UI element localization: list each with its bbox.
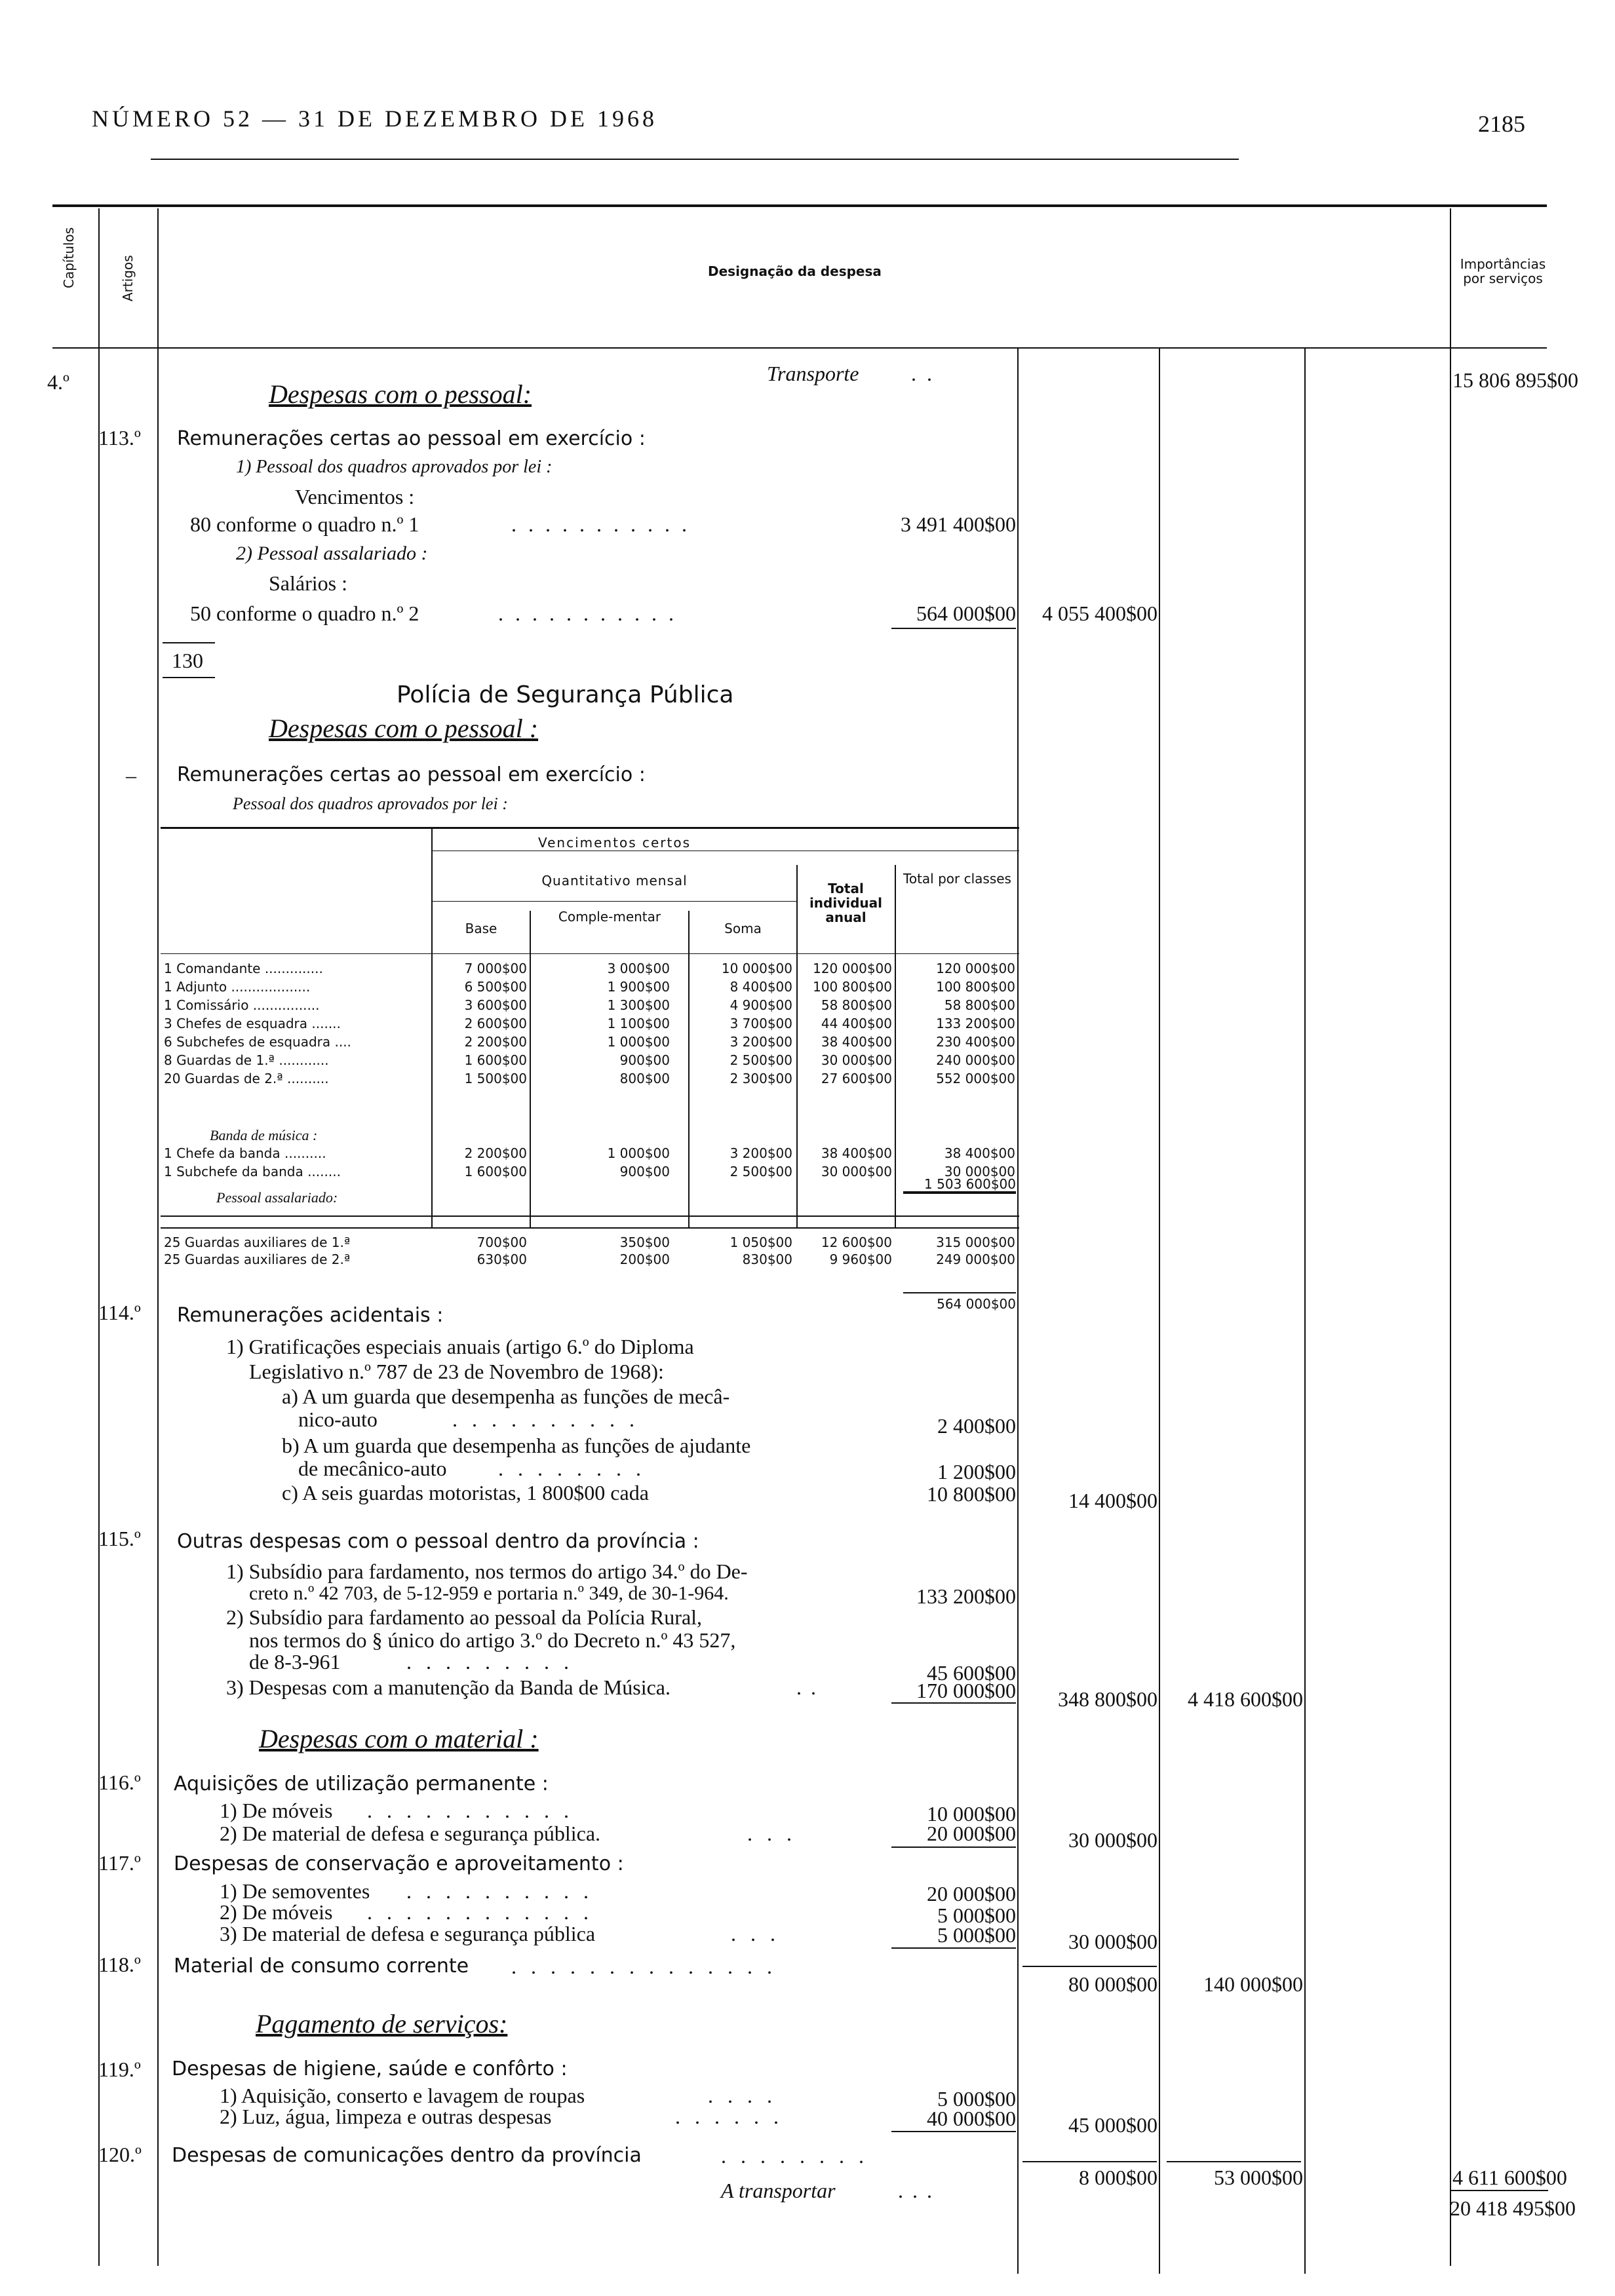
aux-total-rule — [903, 1292, 1016, 1293]
art116-value2: 20 000$00 — [927, 1822, 1016, 1845]
art119-line2: 2) Luz, água, limpeza e outras despesas — [220, 2105, 552, 2128]
art120-number: 120.º — [98, 2143, 142, 2166]
leader-dots: ... — [747, 1822, 806, 1845]
art120-title: Despesas de comunicações dentro da província — [172, 2144, 642, 2167]
salary-rows-soma: 10 000$00 — [721, 961, 792, 976]
art117-value2: 5 000$00 — [937, 1904, 1016, 1927]
leader-dots: ... — [898, 2179, 941, 2202]
art115-line3: 3) Despesas com a manutenção da Banda de Música. — [226, 1675, 671, 1699]
sum-rule — [891, 2131, 1016, 2132]
head-total-classes: Total por classes — [903, 871, 1011, 887]
art115-line3-value: 170 000$00 — [916, 1679, 1016, 1702]
art114-total: 14 400$00 — [1068, 1489, 1158, 1512]
art118-total: 80 000$00 — [1068, 1972, 1158, 1996]
art114-line1: 1) Gratificações especiais anuais (artigo 6.º do Diploma — [226, 1335, 694, 1358]
salary-banda_rows-classes: 38 400$00 — [944, 1145, 1015, 1161]
salary-rows-label: 8 Guardas de 1.ª ............ — [164, 1052, 329, 1068]
art114-number: 114.º — [98, 1301, 141, 1324]
salary-rows-anual: 38 400$00 — [821, 1034, 892, 1050]
col-head-capitulos: Capítulos — [61, 227, 77, 288]
col-divider-artigos — [157, 208, 159, 2266]
salary-col-rule — [431, 901, 796, 902]
salary-col-rule — [530, 911, 531, 1227]
leader-dots: ........... — [367, 1799, 583, 1822]
sum-rule — [1167, 2161, 1301, 2162]
chapter-box-rule — [163, 642, 215, 643]
salary-rows-soma: 2 500$00 — [730, 1052, 792, 1068]
salary-banda_rows-anual: 38 400$00 — [821, 1145, 892, 1161]
salary-aux_rows-base: 630$00 — [477, 1252, 527, 1267]
leader-dots: ........ — [721, 2144, 878, 2168]
art114-line-a: a) A um guarda que desempenha as funções de mecâ- — [282, 1385, 730, 1408]
art115-line1: 1) Subsídio para fardamento, nos termos do artigo 34.º do De- — [226, 1559, 748, 1583]
salary-col-rule — [431, 829, 433, 1227]
salary-rows-anual: 120 000$00 — [813, 961, 892, 976]
art116-number: 116.º — [98, 1770, 141, 1794]
art116-total: 30 000$00 — [1068, 1828, 1158, 1852]
art113-line1: 1) Pessoal dos quadros aprovados por lei : — [236, 457, 553, 477]
col-divider-1 — [1017, 347, 1019, 2274]
col-divider-3 — [1304, 347, 1306, 2274]
leader-dots: ... — [731, 1922, 790, 1945]
salary-rows-anual: 58 800$00 — [821, 997, 892, 1013]
art119-value2: 40 000$00 — [927, 2107, 1016, 2130]
salary-aux_rows-label: 25 Guardas auxiliares de 1.ª — [164, 1234, 351, 1250]
chapter-box-rule — [163, 677, 215, 678]
art115-line2: 2) Subsídio para fardamento ao pessoal da Polícia Rural, — [226, 1605, 703, 1629]
salary-rows-base: 2 200$00 — [464, 1034, 527, 1050]
salary-rows-base: 2 600$00 — [464, 1016, 527, 1031]
salary-banda_rows-label: 1 Subchefe da banda ........ — [164, 1164, 341, 1179]
chapter130-number: 130 — [172, 649, 203, 672]
sum-rule — [891, 628, 1016, 629]
salary-rows-base: 1 600$00 — [464, 1052, 527, 1068]
table-top-rule — [52, 204, 1547, 207]
art117-total: 30 000$00 — [1068, 1930, 1158, 1953]
salary-banda_rows-base: 2 200$00 — [464, 1145, 527, 1161]
salary-rows-anual: 100 800$00 — [813, 979, 892, 995]
chapter-number: 4.º — [47, 370, 69, 394]
art115-number: 115.º — [98, 1527, 141, 1550]
sum-rule — [891, 1947, 1016, 1949]
salary-table-top — [161, 827, 1019, 829]
chapter130-title: Polícia de Segurança Pública — [397, 681, 734, 708]
salary-aux_rows-label: 25 Guardas auxiliares de 2.ª — [164, 1252, 351, 1267]
salary-aux_rows-classes: 249 000$00 — [936, 1252, 1015, 1267]
salary-rows-comp: 1 900$00 — [607, 979, 670, 995]
head-quantitativo: Quantitativo mensal — [541, 873, 688, 889]
salary-rows-base: 6 500$00 — [464, 979, 527, 995]
art120-total: 8 000$00 — [1079, 2166, 1158, 2189]
salary-col-rule — [161, 953, 1019, 954]
salary-rows-comp: 1 100$00 — [607, 1016, 670, 1031]
servicos-grand: 53 000$00 — [1214, 2166, 1303, 2189]
salary-col-rule — [796, 865, 798, 1227]
art118-number: 118.º — [98, 1953, 141, 1976]
salary-rows-classes: 58 800$00 — [944, 997, 1015, 1013]
chapter-total: 4 611 600$00 — [1452, 2166, 1567, 2189]
transporte-dots: . . — [911, 362, 932, 385]
art119-number: 119.º — [98, 2057, 141, 2081]
art117-number: 117.º — [98, 1851, 141, 1875]
salary-aux_rows-comp: 200$00 — [619, 1252, 670, 1267]
art114-line-b-value: 1 200$00 — [937, 1460, 1016, 1483]
art114-line-c-value: 10 800$00 — [927, 1482, 1016, 1506]
salary-banda_rows-soma: 3 200$00 — [730, 1145, 792, 1161]
head-base: Base — [465, 921, 497, 936]
salary-rows-classes: 230 400$00 — [936, 1034, 1015, 1050]
salary-rows-label: 1 Comissário ................ — [164, 997, 320, 1013]
sum-rule — [1022, 2161, 1157, 2162]
leader-dots: ......... — [406, 1650, 583, 1674]
art115-line2c: de 8-3-961 — [249, 1650, 341, 1674]
salary-banda_rows-base: 1 600$00 — [464, 1164, 527, 1179]
salary-aux_rows-classes: 315 000$00 — [936, 1234, 1015, 1250]
col-head-designacao: Designação da despesa — [708, 263, 882, 279]
salary-rows-label: 3 Chefes de esquadra ....... — [164, 1016, 341, 1031]
head-vencimentos: Vencimentos certos — [537, 835, 691, 851]
art115-grand: 4 418 600$00 — [1188, 1687, 1303, 1711]
salary-rows-classes: 120 000$00 — [936, 961, 1015, 976]
leader-dots: ...... — [675, 2105, 793, 2128]
salary-rows-classes: 133 200$00 — [936, 1016, 1015, 1031]
art119-line1: 1) Aquisição, conserto e lavagem de roupas — [220, 2084, 585, 2107]
aux-total: 564 000$00 — [937, 1296, 1016, 1312]
salary-aux_rows-soma: 1 050$00 — [730, 1234, 792, 1250]
art115-title: Outras despesas com o pessoal dentro da província : — [177, 1530, 699, 1553]
salary-aux_rows-soma: 830$00 — [742, 1252, 792, 1267]
salary-banda_rows-comp: 1 000$00 — [607, 1145, 670, 1161]
transporte-label: Transporte — [767, 362, 859, 385]
art119-title: Despesas de higiene, saúde e confôrto : — [172, 2057, 568, 2080]
art113-line2: Vencimentos : — [295, 485, 415, 508]
leader-dots: ............ — [367, 1900, 603, 1924]
head-total-individual: Total individual anual — [809, 881, 883, 925]
salary-banda_rows-soma: 2 500$00 — [730, 1164, 792, 1179]
art113-number: 113.º — [98, 426, 141, 450]
art114-line1b: Legislativo n.º 787 de 23 de Novembro de 1968): — [249, 1360, 664, 1383]
salary-rows-soma: 8 400$00 — [730, 979, 792, 995]
salary-col-rule — [895, 865, 896, 1227]
art116-value1: 10 000$00 — [927, 1802, 1016, 1826]
art113-line6: 50 conforme o quadro n.º 2 — [190, 602, 419, 625]
salary-rows-anual: 27 600$00 — [821, 1071, 892, 1086]
salary-rows-label: 6 Subchefes de esquadra .... — [164, 1034, 351, 1050]
section-pagamento-servicos: Pagamento de serviços: — [256, 2009, 508, 2038]
salary-rows-soma: 3 700$00 — [730, 1016, 792, 1031]
transporte-value: 15 806 895$00 — [1452, 368, 1578, 392]
salary-aux_rows-anual: 12 600$00 — [821, 1234, 892, 1250]
art117-line3: 3) De material de defesa e segurança pública — [220, 1922, 596, 1945]
art116-line1: 1) De móveis — [220, 1799, 333, 1822]
art114-line-b2: de mecânico-auto — [298, 1457, 447, 1480]
header-rule — [151, 159, 1239, 160]
salary-col-rule — [161, 1215, 1019, 1217]
issue-header: NÚMERO 52 — 31 DE DEZEMBRO DE 1968 — [92, 105, 657, 132]
salary-rows-classes: 240 000$00 — [936, 1052, 1015, 1068]
art117-line1: 1) De semoventes — [220, 1879, 370, 1903]
art114-line-c: c) A seis guardas motoristas, 1 800$00 cada — [282, 1481, 649, 1504]
art113-line6-value: 564 000$00 — [916, 602, 1016, 625]
leader-dots: .......... — [406, 1879, 603, 1903]
salary-rows-base: 3 600$00 — [464, 997, 527, 1013]
assalariado-label: Pessoal assalariado: — [216, 1189, 338, 1206]
salary-rows-comp: 3 000$00 — [607, 961, 670, 976]
salary-subtotal: 1 503 600$00 — [924, 1176, 1016, 1192]
art113-line3: 80 conforme o quadro n.º 1 — [190, 512, 419, 536]
art115-line1-value: 133 200$00 — [916, 1584, 1016, 1608]
salary-rows-comp: 900$00 — [619, 1052, 670, 1068]
leader-dots: .... — [708, 2084, 787, 2107]
salary-banda_rows-anual: 30 000$00 — [821, 1164, 892, 1179]
art113-total: 4 055 400$00 — [1042, 602, 1158, 625]
art117-line2: 2) De móveis — [220, 1900, 333, 1924]
art114-title: Remunerações acidentais : — [177, 1304, 444, 1327]
col-head-importancias: Importâncias por serviços — [1460, 256, 1546, 286]
art115-line2-value: 45 600$00 — [927, 1661, 1016, 1685]
salary-banda_rows-comp: 900$00 — [619, 1164, 670, 1179]
chapter130-dash: – — [126, 763, 136, 787]
leader-dots: .......... — [452, 1407, 649, 1431]
transportar-label: A transportar — [721, 2179, 836, 2202]
chapter130-rem-title: Remunerações certas ao pessoal em exercício : — [177, 763, 646, 786]
head-complementar: Comple-mentar — [558, 909, 661, 925]
salary-rows-base: 1 500$00 — [464, 1071, 527, 1086]
salary-aux_rows-comp: 350$00 — [619, 1234, 670, 1250]
art117-title: Despesas de conservação e aproveitamento : — [174, 1852, 624, 1875]
col-divider-2 — [1159, 347, 1160, 2274]
salary-rows-comp: 1 000$00 — [607, 1034, 670, 1050]
art116-title: Aquisições de utilização permanente : — [174, 1772, 549, 1795]
leader-dots: .. — [796, 1675, 825, 1699]
salary-rows-base: 7 000$00 — [464, 961, 527, 976]
art114-line-b: b) A um guarda que desempenha as funções de ajudante — [282, 1434, 751, 1457]
salary-col-rule — [688, 911, 690, 1227]
salary-rows-soma: 3 200$00 — [730, 1034, 792, 1050]
sum-rule — [891, 1702, 1016, 1704]
art113-line4: 2) Pessoal assalariado : — [236, 543, 428, 564]
leader-dots: ........... — [498, 602, 686, 625]
art119-value1: 5 000$00 — [937, 2087, 1016, 2111]
page-number: 2185 — [1478, 111, 1525, 137]
art113-title: Remunerações certas ao pessoal em exercício : — [177, 427, 646, 450]
art115-line1b: creto n.º 42 703, de 5-12-959 e portaria n.º 349, de 30-1-964. — [249, 1582, 729, 1604]
table-head-rule — [52, 347, 1547, 349]
salary-banda_rows-label: 1 Chefe da banda .......... — [164, 1145, 326, 1161]
salary-banda_rows-classes: 30 000$00 — [944, 1164, 1015, 1179]
salary-rows-label: 1 Comandante .............. — [164, 961, 323, 976]
salary-rows-label: 1 Adjunto ................... — [164, 979, 311, 995]
sum-rule — [891, 1846, 1016, 1848]
col-head-artigos: Artigos — [120, 255, 136, 301]
salary-rows-classes: 552 000$00 — [936, 1071, 1015, 1086]
salary-aux_rows-anual: 9 960$00 — [829, 1252, 892, 1267]
art114-line-a2: nico-auto — [298, 1407, 378, 1431]
sum-rule — [1450, 2190, 1548, 2191]
col-divider-4 — [1450, 208, 1451, 2266]
salary-col-rule — [161, 1227, 1019, 1229]
art116-line2: 2) De material de defesa e segurança pública. — [220, 1822, 601, 1845]
art115-total: 348 800$00 — [1058, 1687, 1158, 1711]
leader-dots: .............. — [511, 1955, 787, 1978]
art118-title: Material de consumo corrente — [174, 1955, 469, 1978]
section-despesas-material: Despesas com o material : — [259, 1724, 539, 1753]
salary-rows-anual: 30 000$00 — [821, 1052, 892, 1068]
art113-line5: Salários : — [269, 571, 347, 595]
art114-line-a-value: 2 400$00 — [937, 1414, 1016, 1438]
salary-rows-label: 20 Guardas de 2.ª .......... — [164, 1071, 329, 1086]
section-despesas-pessoal: Despesas com o pessoal: — [269, 379, 532, 409]
chapter130-subtitle: Despesas com o pessoal : — [269, 714, 539, 743]
head-soma: Soma — [724, 921, 762, 936]
art117-value1: 20 000$00 — [927, 1882, 1016, 1905]
material-grand: 140 000$00 — [1203, 1972, 1303, 1996]
salary-rows-comp: 1 300$00 — [607, 997, 670, 1013]
leader-dots: ........... — [511, 512, 699, 536]
leader-dots: ........ — [498, 1457, 655, 1480]
banda-label: Banda de música : — [210, 1127, 318, 1143]
art113-line3-value: 3 491 400$00 — [901, 512, 1016, 536]
salary-rows-soma: 2 300$00 — [730, 1071, 792, 1086]
chapter130-rem-sub: Pessoal dos quadros aprovados por lei : — [233, 794, 508, 813]
salary-rows-anual: 44 400$00 — [821, 1016, 892, 1031]
salary-aux_rows-base: 700$00 — [477, 1234, 527, 1250]
salary-rows-comp: 800$00 — [619, 1071, 670, 1086]
transportar-value: 20 418 495$00 — [1450, 2196, 1576, 2220]
sum-rule — [1022, 1966, 1157, 1967]
salary-rows-classes: 100 800$00 — [936, 979, 1015, 995]
art117-value3: 5 000$00 — [937, 1923, 1016, 1947]
salary-rows-soma: 4 900$00 — [730, 997, 792, 1013]
art119-total: 45 000$00 — [1068, 2113, 1158, 2137]
art115-line2b: nos termos do § único do artigo 3.º do Decreto n.º 43 527, — [249, 1628, 736, 1652]
